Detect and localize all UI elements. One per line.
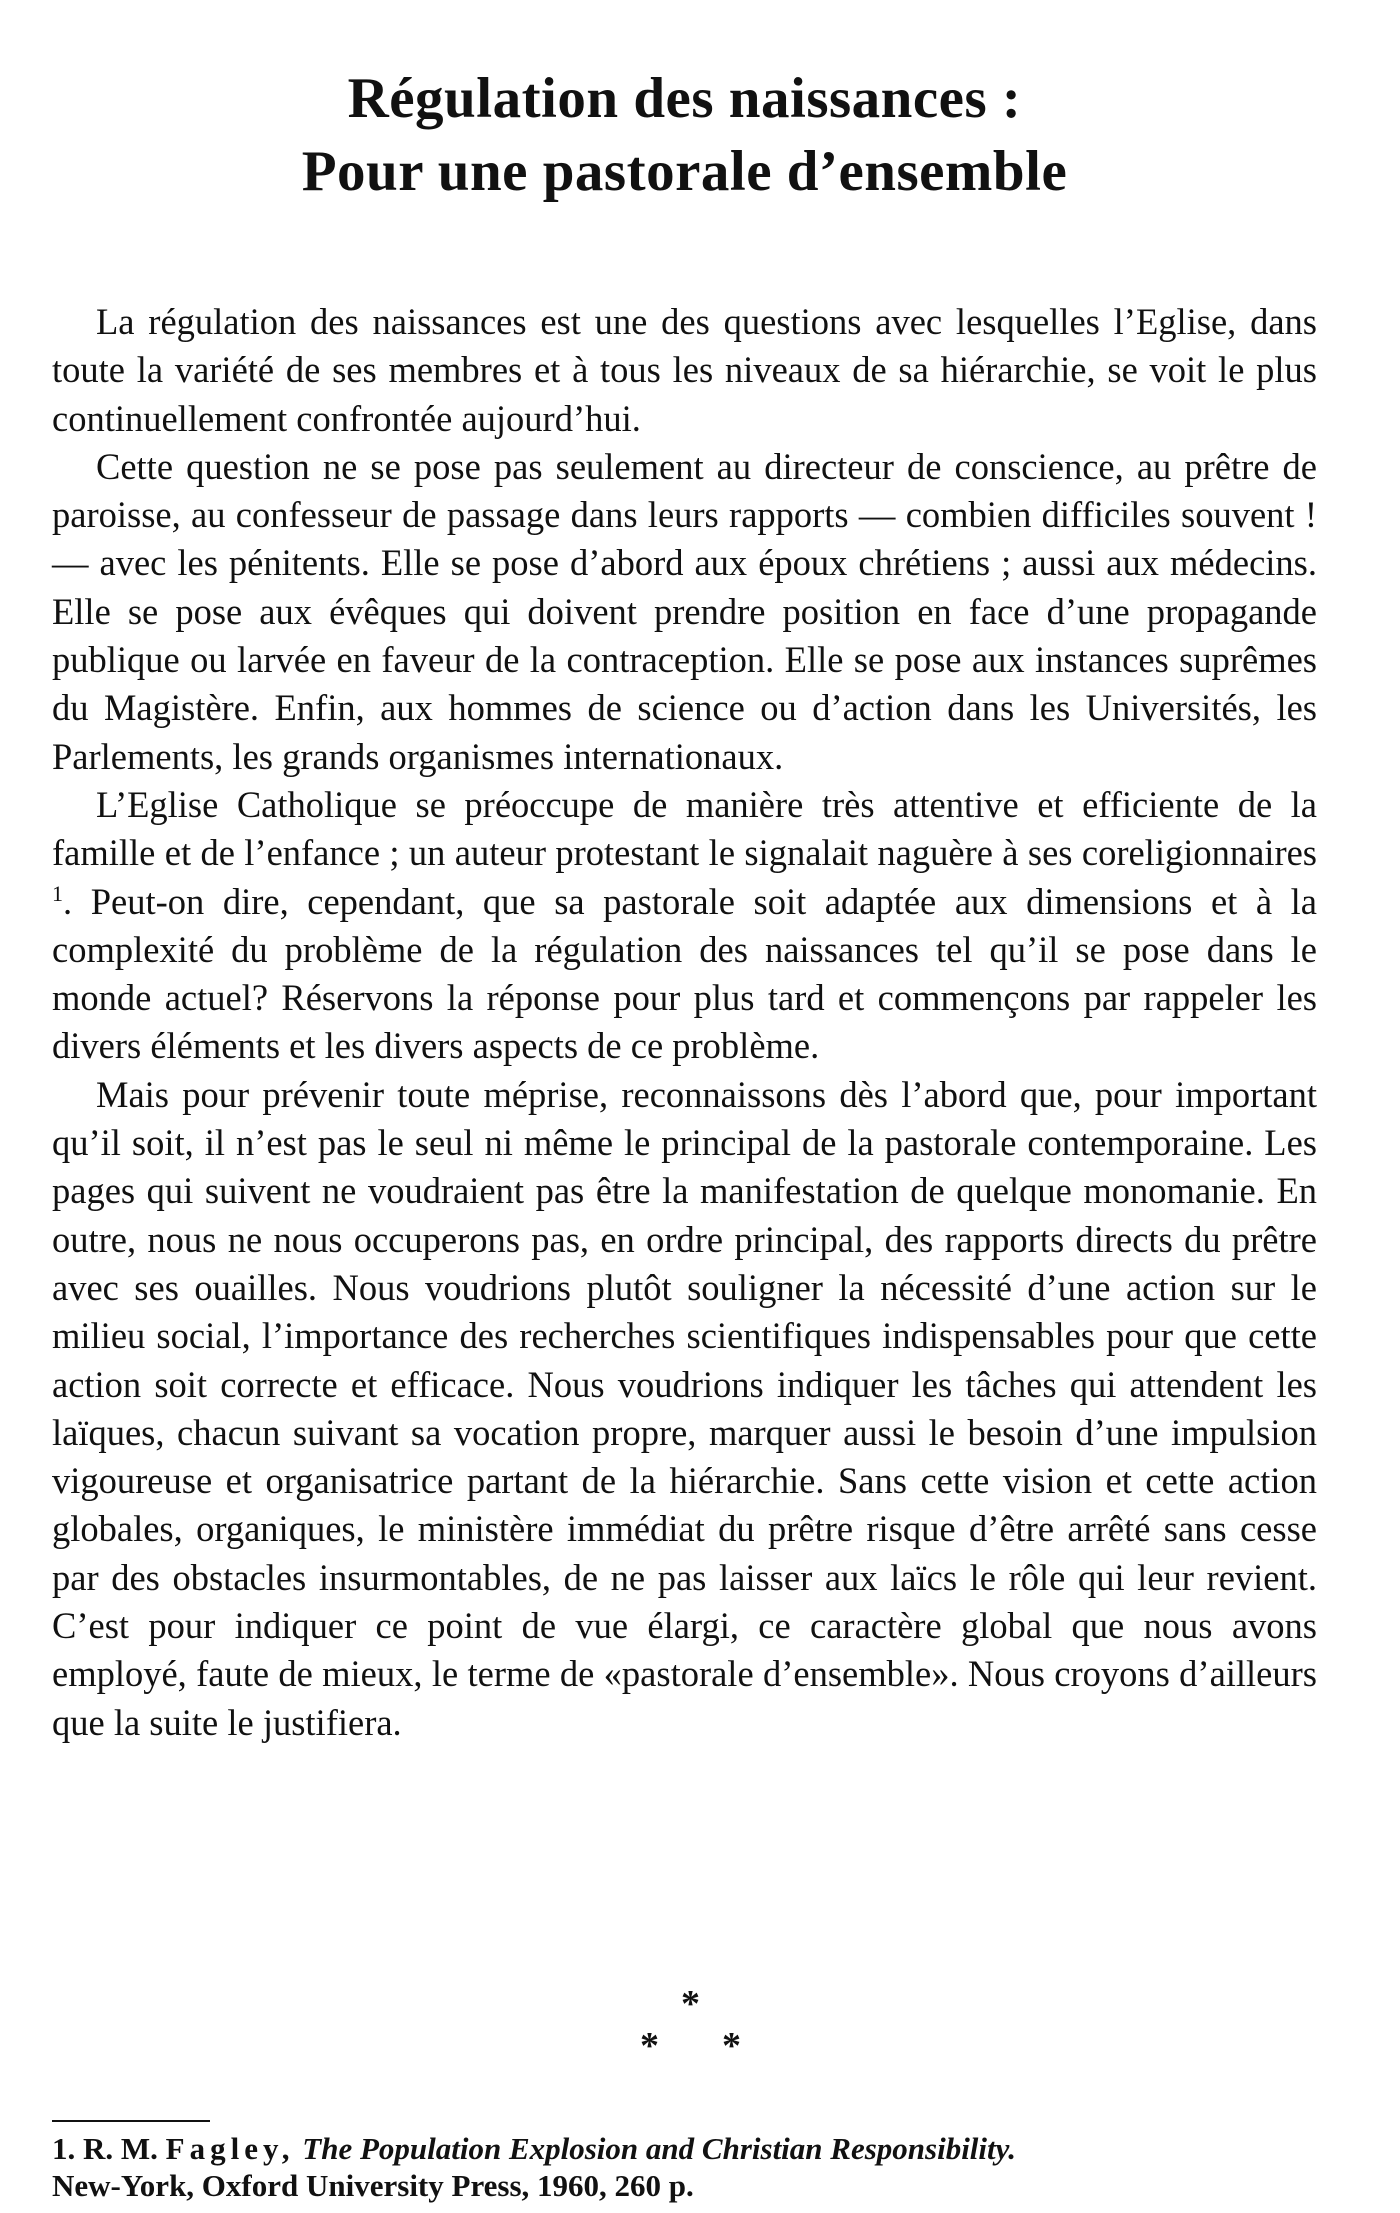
footnote-divider — [52, 2120, 210, 2122]
paragraph-3-text-before: L’Eglise Catholique se préoccupe de manière très attentive et efficiente de la famille et de l’enfance ; un auteur protestant le signalait naguère à ses coreligionnaires — [52, 783, 1317, 874]
footnote-line-2: New-York, Oxford University Press, 1960, 260 p. — [52, 2168, 694, 2203]
asterism-star-left: * — [640, 2025, 659, 2067]
footnote-book-title: The Population Explosion and Christian Responsibility. — [302, 2131, 1017, 2166]
footnote-author: Fagley, — [165, 2131, 295, 2166]
footnote-number: 1. — [52, 2131, 76, 2166]
footnote-reference: 1 — [52, 880, 63, 906]
title-line-2: Pour une pastorale d’ensemble — [301, 140, 1068, 203]
paragraph-2: Cette question ne se pose pas seulement au directeur de conscience, au prêtre de paroisse, au confesseur de passage dans leurs rapports — combien difficiles souvent ! — avec les pénitents. Elle se pose d’abord aux époux chrétiens ; aussi aux médecins. Elle se pose aux évêques qui doivent prendre position en face d’une propagande publique ou larvée en faveur de la contraception. Elle se pose aux instances suprêmes du Magistère. Enfin, aux hommes de science ou d’action dans les Universités, les Parlements, les grands organismes internationaux. — [52, 445, 1317, 777]
document-page — [52, 0, 1317, 2213]
footnote-line-1 — [52, 2130, 1317, 2167]
article-title — [52, 62, 1317, 208]
asterism-star-right: * — [722, 2025, 741, 2067]
section-asterism — [52, 1985, 1317, 2075]
footnote-initials: R. M. — [83, 2131, 158, 2166]
paragraph-3-text-after: . Peut-on dire, cependant, que sa pastorale soit adaptée aux dimensions et à la complexité du problème de la régulation des naissances tel qu’il se pose dans le monde actuel? Réservons la réponse pour plus tard et commençons par rappeler les divers éléments et les divers aspects de ce problème. — [52, 880, 1317, 1067]
title-line-1: Régulation des naissances : — [347, 67, 1022, 130]
asterism-star-top: * — [681, 1983, 700, 2025]
article-body — [52, 298, 1317, 1747]
paragraph-3 — [52, 781, 1317, 1071]
footnote — [52, 2130, 1317, 2204]
paragraph-1: La régulation des naissances est une des questions avec lesquelles l’Eglise, dans toute la variété de ses membres et à tous les niveaux de sa hiérarchie, se voit le plus continuellement confrontée aujourd’hui. — [52, 301, 1317, 439]
paragraph-4: Mais pour prévenir toute méprise, reconnaissons dès l’abord que, pour important qu’il soit, il n’est pas le seul ni même le principal de la pastorale contemporaine. Les pages qui suivent ne voudraient pas être la manifestation de quelque monomanie. En outre, nous ne nous occuperons pas, en ordre principal, des rapports directs du prêtre avec ses ouailles. Nous voudrions plutôt souligner la nécessité d’une action sur le milieu social, l’importance des recherches scientifiques indispensables pour que cette action soit correcte et efficace. Nous voudrions indiquer les tâches qui attendent les laïques, chacun suivant sa vocation propre, marquer aussi le besoin d’une impulsion vigoureuse et organisatrice partant de la hiérarchie. Sans cette vision et cette action globales, organiques, le ministère immédiat du prêtre risque d’être arrêté sans cesse par des obstacles insurmontables, de ne pas laisser aux laïcs le rôle qui leur revient. C’est pour indiquer ce point de vue élargi, ce caractère global que nous avons employé, faute de mieux, le terme de «pastorale d’ensemble». Nous croyons d’ailleurs que la suite le justifiera. — [52, 1073, 1317, 1743]
